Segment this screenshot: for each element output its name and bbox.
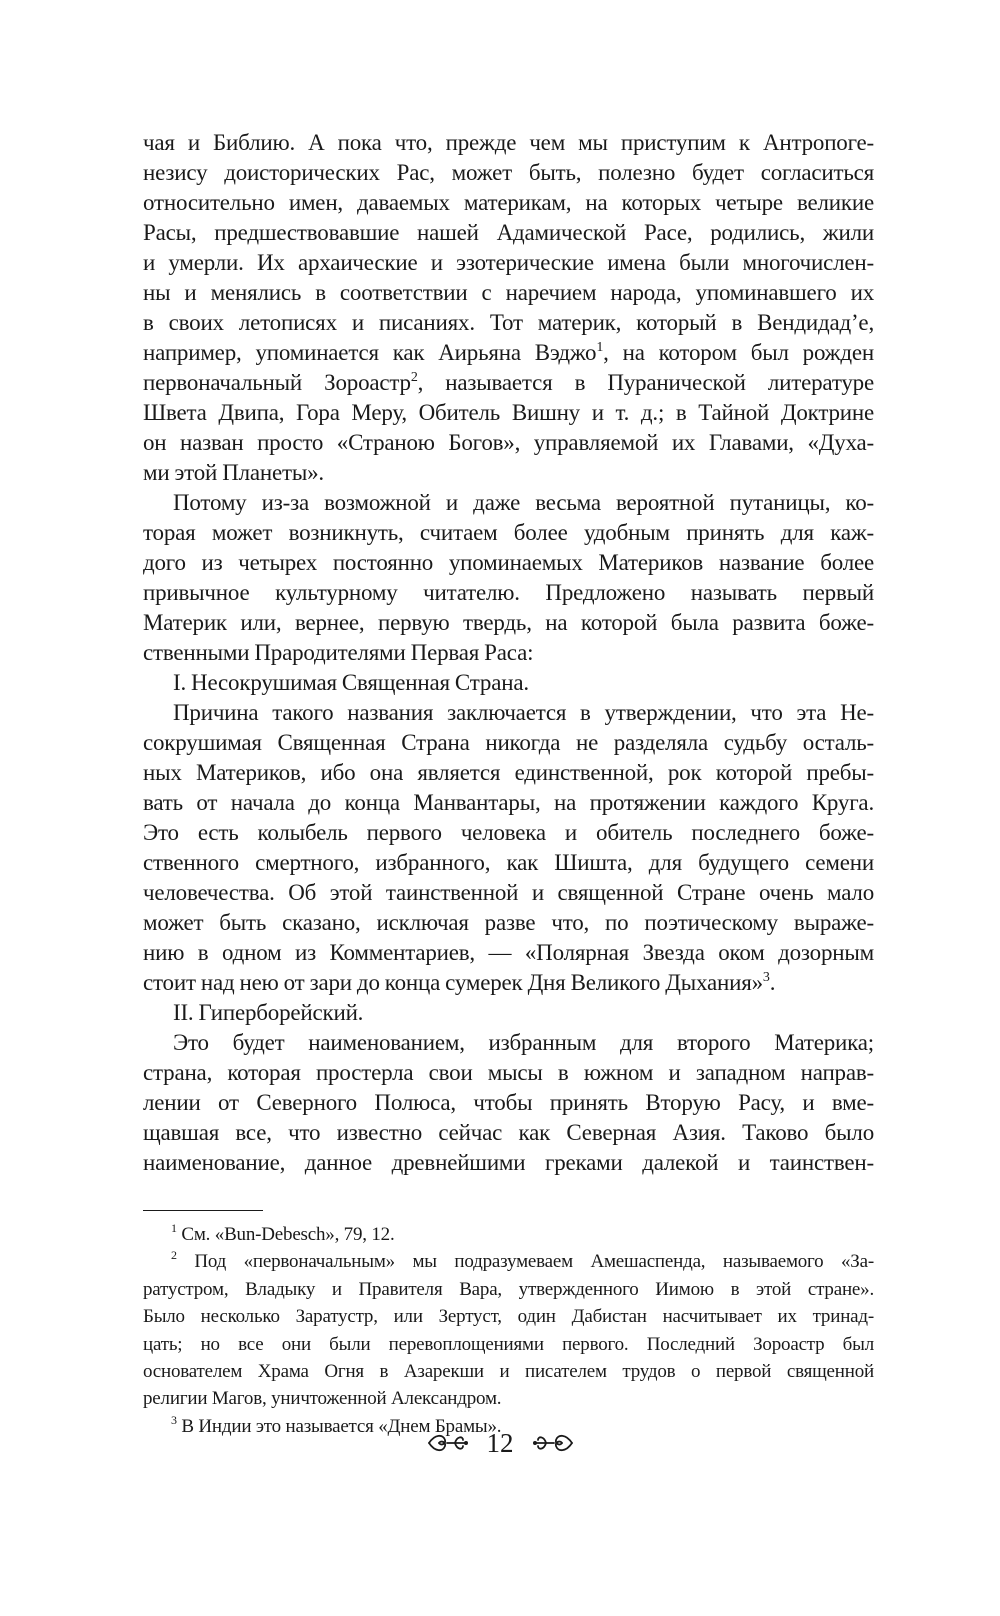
text-segment: стоит над нею от зари до конца сумерек Дня Великого Дыхания» bbox=[143, 970, 763, 995]
footnote-text: Под «первоначальным» мы подразумеваем Амешаспенда, называемого «За- bbox=[194, 1251, 874, 1273]
footnote-divider bbox=[143, 1210, 263, 1211]
text-segment: например, упоминается как Аирьяна Вэджо bbox=[143, 340, 597, 365]
footnotes bbox=[143, 1221, 874, 1440]
text-segment: , на котором был рожден bbox=[603, 340, 874, 365]
text-line: и умерли. Их архаические и эзотерические имена были многочислен- bbox=[143, 250, 874, 275]
fleuron-icon bbox=[532, 1430, 576, 1456]
text-line: относительно имен, даваемых материкам, на которых четыре великие bbox=[143, 190, 874, 215]
text-line: привычное культурному читателю. Предложено называть первый bbox=[143, 580, 874, 605]
text-line: Это будет наименованием, избранным для второго Материка; bbox=[173, 1030, 874, 1055]
page-number-area bbox=[0, 1428, 1000, 1458]
text-line: человечества. Об этой таинственной и священной Стране очень мало bbox=[143, 880, 874, 905]
text-line: наименование, данное древнейшими греками далекой и таинствен- bbox=[143, 1150, 874, 1175]
text-line: он назван просто «Страною Богов», управляемой их Главами, «Духа- bbox=[143, 430, 874, 455]
footnote-line: ратустром, Владыку и Правителя Вара, утвержденного Иимою в этой стране». bbox=[143, 1278, 874, 1300]
footnote-marker: 2 bbox=[171, 1248, 177, 1263]
main-text bbox=[143, 128, 874, 1178]
text-line: Потому из-за возможной и даже весьма вероятной путаницы, ко- bbox=[173, 490, 874, 515]
text-line: ственными Прародителями Первая Раса: bbox=[143, 640, 534, 665]
text-line: ных Материков, ибо она является единственной, рок которой пребы- bbox=[143, 760, 874, 785]
text-line: вать от начала до конца Манвантары, на протяжении каждого Круга. bbox=[143, 790, 874, 815]
footnote-marker: 1 bbox=[171, 1221, 177, 1235]
footnote-1 bbox=[143, 1221, 874, 1248]
text-line: Это есть колыбель первого человека и обитель последнего боже- bbox=[143, 820, 874, 845]
footnote-2 bbox=[143, 1248, 874, 1275]
text-line: незису доисторических Рас, может быть, полезно будет согласиться bbox=[143, 160, 874, 185]
footnote-ref-3[interactable]: 3 bbox=[762, 970, 770, 985]
footnote-line: Было несколько Заратустр, или Зертуст, один Дабистан насчитывает их тринад- bbox=[143, 1306, 874, 1328]
text-line: ми этой Планеты». bbox=[143, 460, 324, 485]
text-line: лении от Северного Полюса, чтобы принять Вторую Расу, и вме- bbox=[143, 1090, 874, 1115]
text-line: Швета Двипа, Гора Меру, Обитель Вишну и т. д.; в Тайной Доктрине bbox=[143, 400, 874, 425]
text-line: щавшая все, что известно сейчас как Северная Азия. Таково было bbox=[143, 1120, 874, 1145]
footnote-ref-1[interactable]: 1 bbox=[596, 340, 604, 355]
text-line: сокрушимая Священная Страна никогда не разделяла судьбу осталь- bbox=[143, 730, 874, 755]
footnote-marker: 3 bbox=[171, 1412, 177, 1427]
text-segment: . bbox=[769, 970, 776, 995]
text-line: Материк или, вернее, первую твердь, на которой была развита боже- bbox=[143, 610, 874, 635]
text-line: Причина такого названия заключается в утверждении, что эта Не- bbox=[173, 700, 874, 725]
text-line: ственного смертного, избранного, как Шишта, для будущего семени bbox=[143, 850, 874, 875]
fleuron-icon bbox=[425, 1430, 469, 1456]
text-line bbox=[143, 338, 874, 368]
book-page bbox=[143, 128, 874, 1440]
text-line: Расы, предшествовавшие нашей Адамической Расе, родились, жили bbox=[143, 220, 874, 245]
text-line bbox=[143, 368, 874, 398]
text-line: в своих летописях и писаниях. Тот материк, который в Вендидад’е, bbox=[143, 310, 874, 335]
footnote-text: См. «Bun-Debesch», 79, 12. bbox=[181, 1224, 395, 1245]
footnote-line: религии Магов, уничтоженной Александром. bbox=[143, 1388, 502, 1410]
section-heading: II. Гиперборейский. bbox=[173, 1000, 364, 1025]
footnote-line: цать; но все они были перевоплощениями первого. Последний Зороастр был bbox=[143, 1333, 874, 1355]
text-segment: первоначальный Зороастр bbox=[143, 370, 411, 395]
text-line: ны и менялись в соответствии с наречием народа, упоминавшего их bbox=[143, 280, 874, 305]
text-line: чая и Библию. А пока что, прежде чем мы приступим к Антропоге- bbox=[143, 130, 874, 155]
text-line bbox=[143, 968, 874, 998]
text-segment: , называется в Пуранической литературе bbox=[417, 370, 874, 395]
text-line: дого из четырех постоянно упоминаемых Материков название более bbox=[143, 550, 874, 575]
page-number: 12 bbox=[486, 1428, 514, 1458]
text-line: нию в одном из Комментариев, — «Полярная Звезда оком дозорным bbox=[143, 940, 874, 965]
section-heading: I. Несокрушимая Священная Страна. bbox=[173, 670, 529, 695]
text-line: торая может возникнуть, считаем более удобным принять для каж- bbox=[143, 520, 874, 545]
footnote-text: В Индии это называется «Днем Брамы». bbox=[181, 1415, 502, 1437]
text-line: страна, которая простерла свои мысы в южном и западном направ- bbox=[143, 1060, 874, 1085]
text-line: может быть сказано, исключая разве что, по поэтическому выраже- bbox=[143, 910, 874, 935]
footnote-ref-2[interactable]: 2 bbox=[410, 370, 418, 385]
footnote-line: основателем Храма Огня в Азарекши и писателем трудов о первой священной bbox=[143, 1361, 874, 1383]
